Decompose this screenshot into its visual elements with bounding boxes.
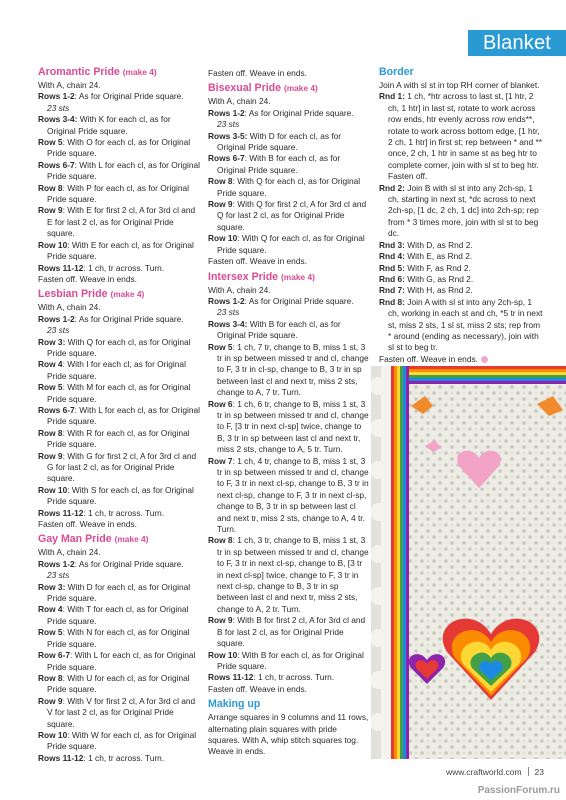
row-text: Fasten off. Weave in ends. [208,256,307,267]
pattern-line [38,547,200,558]
pattern-row [208,131,370,154]
column-1 [38,66,200,764]
pattern-row [38,382,200,405]
row-text: : 1 ch, 3 tr, change to B, miss 1 st, 3 tr in sp between missed tr and cl, change to F, 3 tr in next cl-sp, change to B, [3 tr in next cl-sp] twice, change to F, 3 tr in next cl-sp, change to B, 3 tr in sp between last cl and next tr, miss 2 sts, change to A, 2 tr. Turn. [217,535,369,614]
pattern-row [379,285,545,296]
pattern-row [38,91,200,102]
section-tab: Blanket [468,30,566,56]
column-2 [208,68,370,758]
row-label: Row 9 [208,199,233,210]
column-3 [379,66,545,365]
pattern-row [38,314,200,325]
pattern-row [38,240,200,263]
pattern-line [208,285,370,296]
row-label: Rnd 7: [379,285,405,296]
pattern-aromantic [38,80,200,285]
pattern-line [38,519,200,530]
pattern-row [208,456,370,536]
row-label: Row 6-7 [38,650,70,661]
row-text: : 1 ch, 7 tr, change to B, miss 1 st, 3 tr in sp between missed tr and cl, change to F, 3 tr in cl-sp, change to B, 3 tr in sp between last cl and next tr, miss 2 sts, change to A, 7 tr. Turn. [217,341,369,398]
heading-gayman: Gay Man Pride (make 4) [38,533,149,546]
row-text: With D for each cl, as for Original Pride square. [47,581,191,604]
row-label: Row 10 [208,649,238,660]
row-text: With A, chain 24. [208,284,271,295]
row-label: Row 5 [208,341,233,352]
pattern-row [208,108,370,119]
row-text: : With B for first 2 cl, A for 3rd cl and B for last 2 cl, as for Original Pride square. [217,615,366,649]
pattern-row [38,263,200,274]
row-text: : With W for each cl, as for Original Pride square. [47,729,197,752]
row-label: Row 4 [38,604,63,615]
pattern-row [38,696,200,730]
pattern-row [208,399,370,456]
row-text: With A, chain 24. [208,96,271,107]
row-label: Row 8 [38,182,63,193]
pattern-row [38,604,200,627]
row-label: Rows 1-2 [38,91,75,102]
row-text: : With M for each cl, as for Original Pride square. [47,382,191,404]
row-text: : With L for each cl, as for Original Pride square. [47,650,196,672]
row-label: Row 4 [38,359,63,370]
pattern-line [38,302,200,313]
row-text: Join A with sl st into any 2ch-sp, 1 ch, working in each st and ch, *5 tr in next st, miss 2 sts, 1 sl st, miss 2 sts; rep from * around (ending as necessary), join with sl st to beg tr. [388,296,543,353]
watermark: PassionForum.ru [477,785,560,796]
row-text: Fasten off. Weave in ends. [38,273,137,284]
making-up-text: Arrange squares in 9 columns and 11 rows, alternating plain squares with pride squares. With A, whip stitch squares tog. Weave in ends. [208,712,369,757]
row-text: : As for Original Pride square. [244,295,354,306]
row-label: Rnd 2: [379,182,405,193]
row-text: With D for each cl, as for Original Pride square. [217,130,342,153]
pattern-row [379,240,545,251]
heading-bisexual: Bisexual Pride (make 4) [208,82,318,95]
row-text: : With O for each cl, as for Original Pride square. [47,137,191,159]
row-text: With G, as Rnd 2. [404,273,474,284]
row-label: Rows 6-7 [38,159,75,170]
pattern-border [379,80,545,354]
pattern-row [38,730,200,753]
pattern-line [208,256,370,267]
pattern-row [38,359,200,382]
row-text: With D, as Rnd 2. [404,239,473,250]
pattern-row [38,485,200,508]
pattern-bisexual [208,96,370,267]
page-footer [446,767,544,777]
row-label: Row 9 [38,450,63,461]
row-label: Row 7 [208,455,233,466]
row-label: Rows 3-5: [208,130,248,141]
row-label: Rnd 1: [379,91,405,102]
row-label: Row 10 [38,239,68,250]
row-label: Rows 3-4: [208,318,248,329]
footer-site: www.craftworld.com [445,767,522,777]
row-label: Rows 11-12 [38,262,84,273]
row-text: : As for Original Pride square. [74,558,184,569]
row-label: Row 8 [208,535,233,546]
pattern-row [38,114,200,137]
row-text: : As for Original Pride square. [244,107,354,118]
pattern-row [38,405,200,428]
pattern-gayman [38,547,200,764]
row-text: : With U for each cl, as for Original Pride square. [47,672,190,695]
row-text: Fasten off. Weave in ends. [38,519,137,530]
pattern-row [208,342,370,399]
row-label: Row 3: [38,581,66,592]
pattern-row [379,91,545,182]
pattern-row [38,160,200,183]
row-label: Rnd 5: [379,262,405,273]
page-number: 23 [534,767,544,777]
row-text: : With R for each cl, as for Original Pride square. [47,427,190,450]
row-text: With H, as Rnd 2. [404,285,473,296]
row-text: With Q for each cl, as for Original Pride square. [47,336,191,358]
end-dot-icon [481,356,488,363]
pattern-row [208,650,370,673]
row-text: : With B for each cl, as for Original Pride square. [217,649,364,671]
pattern-line [208,96,370,107]
pattern-row [208,153,370,176]
row-label: Rows 3-4: [38,114,78,125]
row-label: Rows 11-12 [38,507,84,518]
row-text: : With P for each cl, as for Original Pride square. [47,182,190,205]
row-text: With A, chain 24. [38,302,101,313]
pattern-row [208,233,370,256]
row-label: Row 3: [38,336,66,347]
row-text: : 1 ch, tr across. Turn. [83,507,165,518]
row-label: Row 8 [38,427,63,438]
pattern-row [38,451,200,485]
row-text: : 1 ch, 4 tr, change to B, miss 1 st, 3 tr in sp between missed tr and cl, change to F, 3 tr in next cl-sp, change to B, 3 tr in next cl-sp, change to F, 3 tr in next cl-sp, change to B, 3 tr in sp between last cl and next tr, miss 2 sts, change to A, 4 tr. Turn. [217,455,369,535]
row-label: Row 10 [38,484,68,495]
row-label: Rows 11-12 [208,672,254,683]
pattern-row [38,205,200,239]
pattern-row [38,673,200,696]
pattern-row [379,251,545,262]
pattern-line [208,684,370,695]
stitch-count: 23 sts [217,119,240,130]
row-text: : With L for each cl, as for Original Pride square. [47,159,200,182]
row-text: With E, as Rnd 2. [404,251,473,262]
pattern-row [38,137,200,160]
heading-lesbian: Lesbian Pride (make 4) [38,288,145,301]
pattern-row [208,176,370,199]
row-label: Rnd 4: [379,251,405,262]
pattern-row [208,672,370,683]
heading-making-up: Making up [208,698,261,711]
row-text: With K for each cl, as for Original Pride square. [47,114,171,136]
row-text: : With Q for first 2 cl, A for 3rd cl and Q for last 2 cl, as for Original Pride square. [217,199,367,232]
pattern-row [38,627,200,650]
row-text: : 1 ch, tr across. Turn. [253,672,335,683]
row-text: : As for Original Pride square. [74,91,184,102]
pattern-row [38,183,200,206]
pattern-row [379,297,545,354]
row-text: Fasten off. Weave in ends. [208,683,307,694]
row-label: Rnd 6: [379,273,405,284]
pattern-row [38,428,200,451]
row-label: Rows 1-2 [208,295,245,306]
pattern-row [379,274,545,285]
pattern-intersex [208,285,370,696]
row-label: Row 9 [38,695,63,706]
heading-intersex: Intersex Pride (make 4) [208,270,315,283]
pattern-lesbian [38,302,200,530]
row-text: : With V for first 2 cl, A for 3rd cl and V for last 2 cl, as for Original Pride square. [47,695,196,729]
row-label: Row 5 [38,627,63,638]
row-text: : With Q for each cl, as for Original Pride square. [217,176,361,198]
pattern-row [38,582,200,605]
pattern-line [38,80,200,91]
row-label: Row 9 [208,615,233,626]
border-end: Fasten off. Weave in ends. [379,354,545,365]
pattern-row [379,183,545,240]
row-text: : With B for each cl, as for Original Pride square. [217,153,341,175]
row-text: With A, chain 24. [38,80,101,90]
row-text: : 1 ch, tr across. Turn. [83,752,165,763]
row-label: Rows 11-12 [38,752,84,763]
pattern-row [38,508,200,519]
stitch-count: 23 sts [47,325,70,336]
row-text: With F, as Rnd 2. [404,262,471,273]
stitch-count: 23 sts [47,570,70,581]
row-text: : 1 ch, tr across. Turn. [83,262,165,273]
pattern-row [208,199,370,233]
row-label: Rows 6-7 [38,404,75,415]
row-label: Rows 1-2 [38,558,75,569]
row-label: Rnd 3: [379,239,405,250]
row-text: With B for each cl, as for Original Pride square. [217,318,341,341]
continued-text: Fasten off. Weave in ends. [208,68,307,78]
row-label: Rows 1-2 [208,107,245,118]
row-label: Row 8 [38,672,63,683]
pattern-row [379,263,545,274]
heading-aromantic: Aromantic Pride (make 4) [38,66,157,78]
row-text: : With G for first 2 cl, A for 3rd cl and G for last 2 cl, as for Original Pride square. [47,450,197,484]
row-text: : With N for each cl, as for Original Pride square. [47,627,190,649]
heading-border: Border [379,66,414,78]
row-label: Row 5 [38,137,63,148]
row-label: Rows 6-7 [208,153,245,164]
pattern-row [38,337,200,360]
row-text: : As for Original Pride square. [74,313,184,324]
row-label: Row 8 [208,176,233,187]
row-label: Rows 1-2 [38,313,75,324]
pattern-line [38,274,200,285]
pattern-row [38,650,200,673]
row-text: : With E for each cl, as for Original Pride square. [47,239,194,262]
row-label: Row 6 [208,398,233,409]
row-text: : With Q for each cl, as for Original Pride square. [217,233,365,255]
row-text: With A, chain 24. [38,547,101,558]
pattern-row [208,296,370,307]
row-text: : With S for each cl, as for Original Pride square. [47,484,194,507]
row-text: Join B with sl st into any 2ch-sp, 1 ch, starting in next st, *dc across to next 2ch-sp, [1 dc, 2 ch, 1 dc] into 2ch-sp; rep from * 3 times more, join with sl st to beg dc. [388,182,539,239]
row-label: Row 5 [38,382,63,393]
stitch-count: 23 sts [217,307,240,318]
row-text: : With T for each cl, as for Original Pride square. [47,604,189,626]
pattern-row [208,319,370,342]
row-text: : With I for each cl, as for Original Pride square. [47,359,186,381]
row-text: : With E for first 2 cl, A for 3rd cl and E for last 2 cl, as for Original Pride square. [47,205,196,239]
blanket-photo-art [371,366,566,759]
row-text: Join A with sl st in top RH corner of blanket. [379,80,540,90]
blanket-photo [371,366,566,759]
row-text: : 1 ch, 6 tr, change to B, miss 1 st, 3 tr in sp between missed tr and cl, change to F, [3 tr in next cl-sp] twice, change to B, 3 tr in sp between last cl and next tr, miss 2 sts, change to A, 5 tr. Turn. [217,398,369,455]
row-label: Row 9 [38,205,63,216]
pattern-row [38,753,200,764]
stitch-count: 23 sts [47,102,70,113]
row-text: 1 ch, *htr across to last st, [1 htr, 2 ch, 1 htr] in last st, rotate to work across row ends, htr evenly across row ends**, rotate to work across bottom edge, [1 htr, 2 ch, 1 htr] in first st; rep between * and ** once, 2 ch, 1 htr in same st as beg htr to complete corner, join with sl st to beg htr. Fasten off. [388,91,542,182]
row-label: Rnd 8: [379,296,405,307]
row-text: : With L for each cl, as for Original Pride square. [47,404,200,427]
pattern-row [38,559,200,570]
row-label: Row 10 [38,729,68,740]
pattern-row [208,615,370,649]
footer-separator [528,767,529,776]
row-label: Row 10 [208,233,238,244]
pattern-line [379,80,545,91]
pattern-row [208,535,370,615]
